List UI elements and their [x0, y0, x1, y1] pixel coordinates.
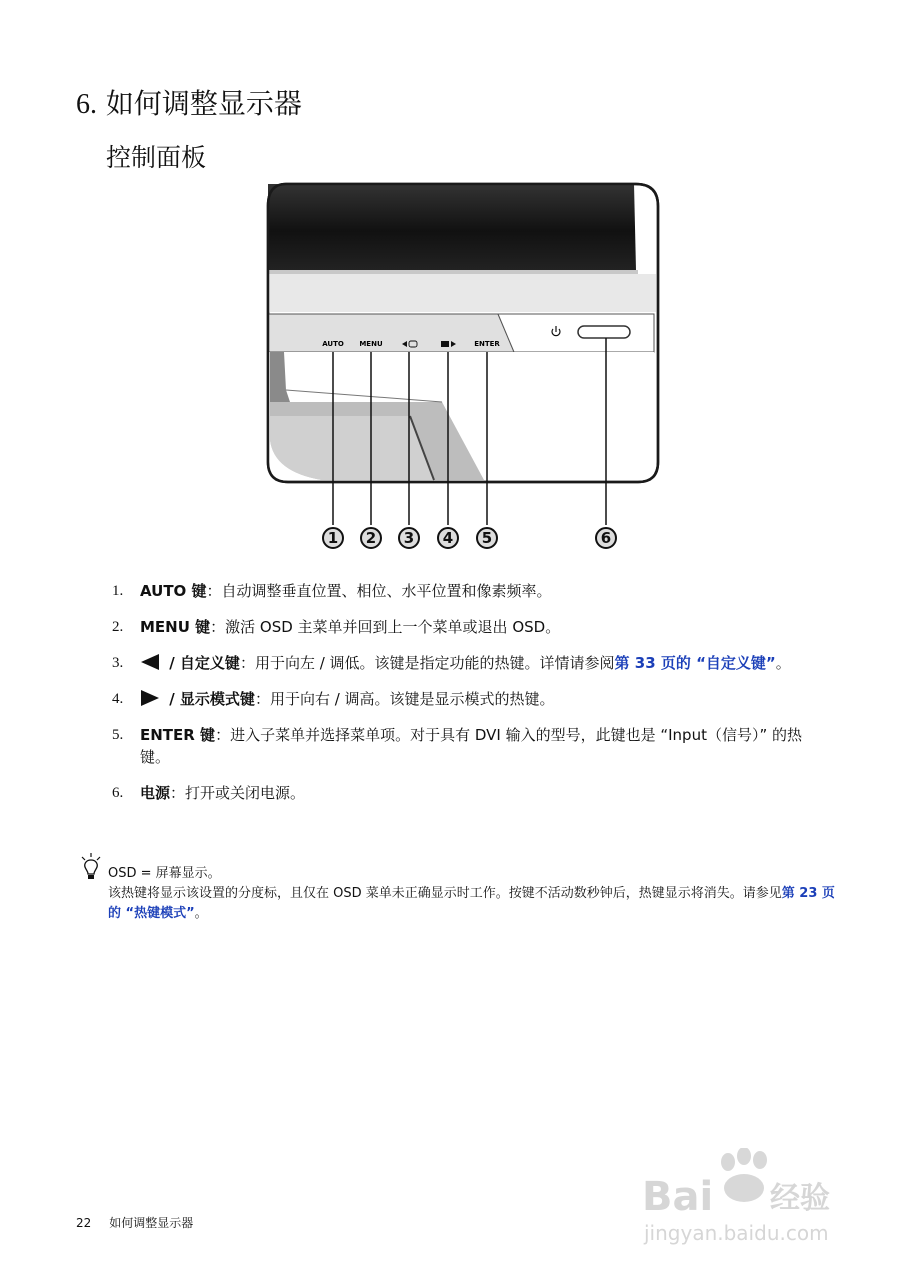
watermark-url: jingyan.baidu.com: [644, 1221, 829, 1245]
item-text: ：打开或关闭电源。: [170, 784, 306, 802]
callout-row: [262, 524, 666, 556]
callout-2: 2: [360, 527, 382, 549]
auto-button-label: AUTO: [322, 340, 344, 348]
chapter-number: 6.: [76, 89, 97, 120]
item-text: ：自动调整垂直位置、相位、水平位置和像素频率。: [206, 582, 552, 600]
item-tail: 。: [775, 654, 791, 672]
list-item: [112, 724, 812, 768]
control-items-list: [112, 580, 812, 818]
lightbulb-icon: [78, 852, 104, 882]
list-item: [112, 580, 812, 602]
item-key: / 自定义键: [164, 654, 240, 672]
callout-5: 5: [476, 527, 498, 549]
note-line-2: [108, 884, 838, 924]
item-number: 4.: [112, 691, 124, 707]
note-block: [78, 852, 838, 924]
item-number: 5.: [112, 727, 124, 743]
callout-3: 3: [398, 527, 420, 549]
chapter-title-text: 如何调整显示器: [105, 87, 302, 120]
watermark-brand: Bai: [642, 1174, 714, 1220]
item-text: ：用于向左 / 调低。该键是指定功能的热键。详情请参阅: [239, 654, 615, 672]
menu-button-label: MENU: [359, 340, 383, 348]
item-key: 电源: [140, 784, 171, 802]
page-footer: [76, 1214, 193, 1231]
custom-key-link[interactable]: 第 33 页的 “自定义键”: [614, 654, 776, 672]
item-number: 3.: [112, 655, 124, 671]
chapter-title: [76, 82, 302, 122]
enter-button-label: ENTER: [474, 340, 500, 348]
callout-6: 6: [595, 527, 617, 549]
item-number: 1.: [112, 583, 124, 599]
right-arrow-icon: [140, 689, 160, 707]
note-text: 该热键将显示该设置的分度标，且仅在 OSD 菜单未正确显示时工作。按键不活动数秒钟后，热键显示将消失。请参见: [108, 886, 782, 901]
power-button-shape: [578, 326, 630, 338]
item-number: 6.: [112, 785, 124, 801]
item-key: ENTER 键: [140, 726, 216, 744]
note-line-1: OSD = 屏幕显示。: [108, 866, 221, 881]
section-title: 控制面板: [106, 143, 207, 172]
item-number: 2.: [112, 619, 124, 635]
list-item: [112, 688, 812, 710]
hotkey-mode-link[interactable]: 第 23 页的 “热键模式”: [108, 886, 835, 921]
watermark-brand-suffix: 经验: [770, 1181, 830, 1216]
footer-chapter: 如何调整显示器: [109, 1216, 194, 1230]
item-text: ：激活 OSD 主菜单并回到上一个菜单或退出 OSD。: [210, 618, 561, 636]
item-key: MENU 键: [140, 618, 211, 636]
callout-4: 4: [437, 527, 459, 549]
list-item: [112, 782, 812, 804]
list-item: [112, 652, 812, 674]
paw-icon: [721, 1148, 767, 1202]
item-text: ：用于向右 / 调高。该键是显示模式的热键。: [254, 690, 555, 708]
item-text: ：进入子菜单并选择菜单项。对于具有 DVI 输入的型号，此键也是 “Input（信号）” 的热键。: [140, 726, 802, 766]
page-number: 22: [76, 1216, 92, 1230]
left-arrow-icon: [140, 653, 160, 671]
item-key: AUTO 键: [140, 582, 207, 600]
note-tail: 。: [194, 906, 208, 921]
baidu-jingyan-watermark: [640, 1148, 860, 1248]
item-key: / 显示模式键: [164, 690, 255, 708]
callout-1: 1: [322, 527, 344, 549]
monitor-control-panel-figure: [262, 180, 666, 560]
list-item: [112, 616, 812, 638]
